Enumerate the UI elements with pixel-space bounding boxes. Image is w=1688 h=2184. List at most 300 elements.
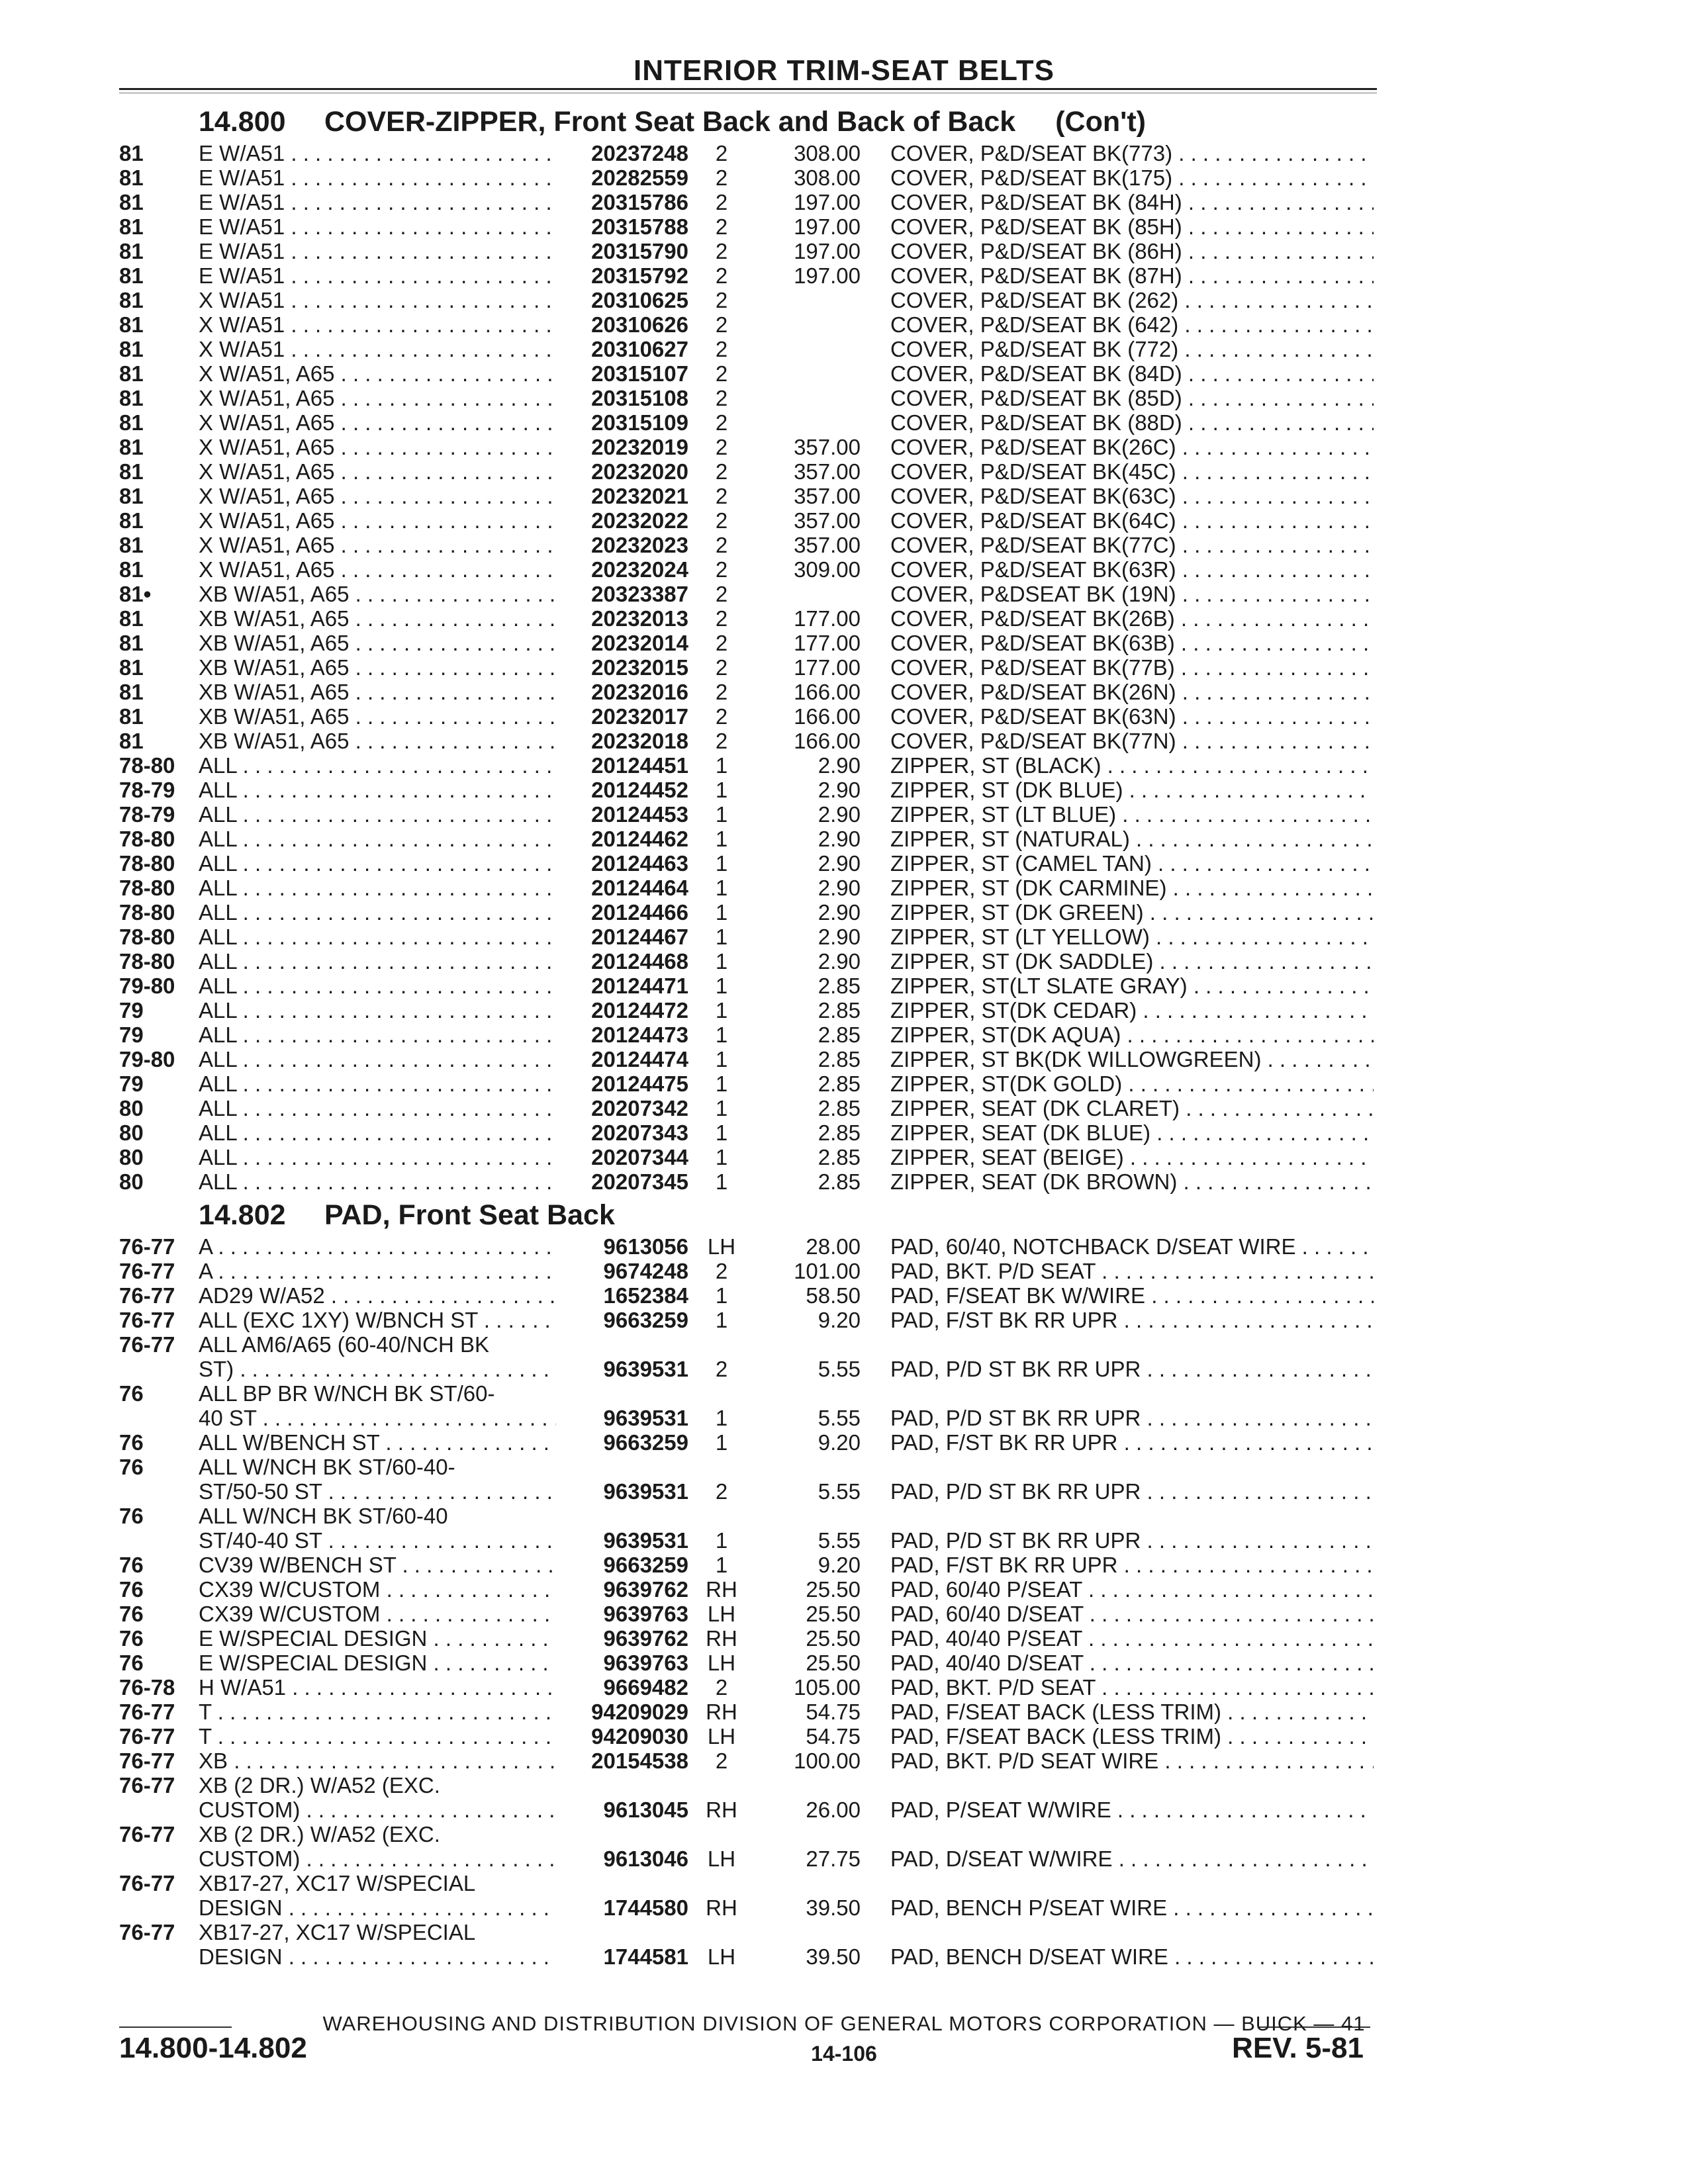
part-number-cell: 20315109 bbox=[591, 410, 688, 435]
table-row bbox=[0, 1332, 1688, 1357]
application-cell: ALL W/BENCH ST . . . bbox=[199, 1430, 556, 1455]
part-number-cell: 20315108 bbox=[591, 386, 688, 410]
price-cell: 9.20 bbox=[818, 1308, 861, 1332]
part-number-cell: 9639531 bbox=[603, 1406, 688, 1430]
quantity-cell: 2 bbox=[715, 288, 728, 312]
table-row bbox=[0, 410, 1688, 435]
application-cell: ALL . . . bbox=[199, 851, 556, 876]
quantity-cell: 1 bbox=[715, 1120, 728, 1145]
application-cell: ALL . . . bbox=[199, 925, 556, 949]
quantity-cell: 1 bbox=[715, 778, 728, 802]
quantity-cell: 2 bbox=[715, 312, 728, 337]
application-cell: ALL BP BR W/NCH BK ST/60- bbox=[199, 1381, 495, 1406]
quantity-cell: 1 bbox=[715, 1071, 728, 1096]
quantity-cell: 2 bbox=[715, 239, 728, 263]
quantity-cell: LH bbox=[707, 1602, 736, 1626]
part-number-cell: 20232013 bbox=[591, 606, 688, 631]
application-cell: CV39 W/BENCH ST . . . bbox=[199, 1553, 556, 1577]
part-name-cell: COVER, P&D/SEAT BK (84H) . . . bbox=[890, 190, 1374, 214]
table-row bbox=[0, 1430, 1688, 1455]
application-cell: ALL . . . bbox=[199, 1096, 556, 1120]
part-name-cell: PAD, P/D ST BK RR UPR . . . bbox=[890, 1406, 1374, 1430]
part-name-cell: COVER, P&D/SEAT BK(77C) . . . bbox=[890, 533, 1374, 557]
table-row bbox=[0, 361, 1688, 386]
model-year-cell: 80 bbox=[119, 1096, 144, 1120]
model-year-cell: 81 bbox=[119, 704, 144, 729]
model-year-cell: 78-80 bbox=[119, 876, 175, 900]
part-number-cell: 9639762 bbox=[603, 1577, 688, 1602]
quantity-cell: 1 bbox=[715, 827, 728, 851]
application-cell: ALL W/NCH BK ST/60-40- bbox=[199, 1455, 455, 1479]
application-cell: ALL (EXC 1XY) W/BNCH ST . . . bbox=[199, 1308, 556, 1332]
part-name-cell: PAD, 40/40 P/SEAT . . . bbox=[890, 1626, 1374, 1651]
table-row bbox=[0, 1096, 1688, 1120]
quantity-cell: 2 bbox=[715, 1479, 728, 1504]
application-cell: ALL . . . bbox=[199, 1023, 556, 1047]
price-cell: 197.00 bbox=[794, 239, 861, 263]
table-row bbox=[0, 1577, 1688, 1602]
quantity-cell: 2 bbox=[715, 631, 728, 655]
table-row bbox=[0, 1626, 1688, 1651]
model-year-cell: 76-77 bbox=[119, 1749, 175, 1773]
footer-page-number: 14-106 bbox=[811, 2042, 877, 2066]
application-cell: ALL . . . bbox=[199, 900, 556, 925]
application-cell: E W/A51 . . . bbox=[199, 141, 556, 165]
price-cell: 101.00 bbox=[794, 1259, 861, 1283]
part-number-cell: 20154538 bbox=[591, 1749, 688, 1773]
table-row bbox=[0, 900, 1688, 925]
application-cell: E W/A51 . . . bbox=[199, 263, 556, 288]
model-year-cell: 81 bbox=[119, 729, 144, 753]
quantity-cell: 2 bbox=[715, 655, 728, 680]
model-year-cell: 79-80 bbox=[119, 974, 175, 998]
application-cell: CUSTOM) . . . bbox=[199, 1846, 556, 1871]
price-cell: 39.50 bbox=[806, 1944, 861, 1969]
application-cell: XB17-27, XC17 W/SPECIAL bbox=[199, 1920, 476, 1944]
table-row bbox=[0, 263, 1688, 288]
part-number-cell: 20124475 bbox=[591, 1071, 688, 1096]
application-cell: ALL . . . bbox=[199, 1169, 556, 1194]
model-year-cell: 76 bbox=[119, 1651, 144, 1675]
part-name-cell: PAD, P/SEAT W/WIRE . . . bbox=[890, 1797, 1374, 1822]
table-row bbox=[0, 1479, 1688, 1504]
part-name-cell: COVER, P&D/SEAT BK(63B) . . . bbox=[890, 631, 1374, 655]
table-row bbox=[0, 974, 1688, 998]
part-name-cell: ZIPPER, ST(DK CEDAR) . . . bbox=[890, 998, 1374, 1023]
part-number-cell: 9639762 bbox=[603, 1626, 688, 1651]
model-year-cell: 76 bbox=[119, 1504, 144, 1528]
model-year-cell: 81 bbox=[119, 484, 144, 508]
model-year-cell: 81 bbox=[119, 165, 144, 190]
table-row bbox=[0, 312, 1688, 337]
model-year-cell: 76-78 bbox=[119, 1675, 175, 1700]
table-row bbox=[0, 778, 1688, 802]
quantity-cell: LH bbox=[707, 1651, 736, 1675]
part-number-cell: 9663259 bbox=[603, 1308, 688, 1332]
part-name-cell: ZIPPER, SEAT (DK CLARET) . . . bbox=[890, 1096, 1374, 1120]
part-name-cell: PAD, P/D ST BK RR UPR . . . bbox=[890, 1357, 1374, 1381]
part-number-cell: 20237248 bbox=[591, 141, 688, 165]
part-name-cell: COVER, P&D/SEAT BK (85H) . . . bbox=[890, 214, 1374, 239]
part-number-cell: 9613056 bbox=[603, 1234, 688, 1259]
part-name-cell: PAD, F/ST BK RR UPR . . . bbox=[890, 1430, 1374, 1455]
quantity-cell: 2 bbox=[715, 263, 728, 288]
price-cell: 309.00 bbox=[794, 557, 861, 582]
model-year-cell: 76 bbox=[119, 1381, 144, 1406]
price-cell: 2.90 bbox=[818, 851, 861, 876]
table-row bbox=[0, 1846, 1688, 1871]
quantity-cell: RH bbox=[706, 1577, 737, 1602]
part-name-cell: PAD, 60/40 D/SEAT . . . bbox=[890, 1602, 1374, 1626]
part-number-cell: 9663259 bbox=[603, 1553, 688, 1577]
part-name-cell: PAD, 60/40 P/SEAT . . . bbox=[890, 1577, 1374, 1602]
footer-section-range: 14.800-14.802 bbox=[119, 2032, 307, 2064]
quantity-cell: LH bbox=[707, 1944, 736, 1969]
part-number-cell: 20232022 bbox=[591, 508, 688, 533]
table-row bbox=[0, 459, 1688, 484]
quantity-cell: 2 bbox=[715, 680, 728, 704]
price-cell: 2.85 bbox=[818, 1169, 861, 1194]
part-number-cell: 20124468 bbox=[591, 949, 688, 974]
application-cell: ALL . . . bbox=[199, 827, 556, 851]
quantity-cell: 2 bbox=[715, 165, 728, 190]
price-cell: 2.90 bbox=[818, 876, 861, 900]
part-number-cell: 9613046 bbox=[603, 1846, 688, 1871]
section-heading bbox=[199, 1199, 615, 1232]
part-name-cell: COVER, P&D/SEAT BK (772) . . . bbox=[890, 337, 1374, 361]
part-name-cell: PAD, F/SEAT BACK (LESS TRIM) . . . bbox=[890, 1700, 1374, 1724]
model-year-cell: 76-77 bbox=[119, 1700, 175, 1724]
part-name-cell: ZIPPER, ST (DK GREEN) . . . bbox=[890, 900, 1374, 925]
application-cell: XB . . . bbox=[199, 1749, 556, 1773]
part-number-cell: 20232016 bbox=[591, 680, 688, 704]
model-year-cell: 76 bbox=[119, 1577, 144, 1602]
part-name-cell: COVER, P&D/SEAT BK(175) . . . bbox=[890, 165, 1374, 190]
part-number-cell: 20124462 bbox=[591, 827, 688, 851]
quantity-cell: 1 bbox=[715, 974, 728, 998]
part-number-cell: 20232021 bbox=[591, 484, 688, 508]
application-cell: E W/A51 . . . bbox=[199, 214, 556, 239]
quantity-cell: RH bbox=[706, 1626, 737, 1651]
price-cell: 357.00 bbox=[794, 533, 861, 557]
application-cell: AD29 W/A52 . . . bbox=[199, 1283, 556, 1308]
table-row bbox=[0, 1553, 1688, 1577]
part-name-cell: PAD, F/ST BK RR UPR . . . bbox=[890, 1553, 1374, 1577]
part-number-cell: 20124471 bbox=[591, 974, 688, 998]
part-name-cell: ZIPPER, ST (DK SADDLE) . . . bbox=[890, 949, 1374, 974]
price-cell: 100.00 bbox=[794, 1749, 861, 1773]
model-year-cell: 78-79 bbox=[119, 778, 175, 802]
quantity-cell: 2 bbox=[715, 484, 728, 508]
quantity-cell: 1 bbox=[715, 1047, 728, 1071]
application-cell: ALL . . . bbox=[199, 778, 556, 802]
quantity-cell: RH bbox=[706, 1700, 737, 1724]
part-number-cell: 20207343 bbox=[591, 1120, 688, 1145]
price-cell: 2.85 bbox=[818, 974, 861, 998]
table-row bbox=[0, 1406, 1688, 1430]
table-row bbox=[0, 876, 1688, 900]
price-cell: 177.00 bbox=[794, 606, 861, 631]
part-name-cell: COVER, P&D/SEAT BK(64C) . . . bbox=[890, 508, 1374, 533]
price-cell: 357.00 bbox=[794, 435, 861, 459]
model-year-cell: 81 bbox=[119, 459, 144, 484]
part-number-cell: 20232017 bbox=[591, 704, 688, 729]
application-cell: X W/A51, A65 . . . bbox=[199, 435, 556, 459]
part-number-cell: 9613045 bbox=[603, 1797, 688, 1822]
application-cell: X W/A51, A65 . . . bbox=[199, 533, 556, 557]
model-year-cell: 80 bbox=[119, 1120, 144, 1145]
application-cell: XB W/A51, A65 . . . bbox=[199, 680, 556, 704]
part-number-cell: 94209029 bbox=[591, 1700, 688, 1724]
part-name-cell: ZIPPER, ST BK(DK WILLOWGREEN) . . . bbox=[890, 1047, 1374, 1071]
part-name-cell: PAD, BENCH P/SEAT WIRE . . . bbox=[890, 1895, 1374, 1920]
part-name-cell: COVER, P&D/SEAT BK(26C) . . . bbox=[890, 435, 1374, 459]
table-row bbox=[0, 1145, 1688, 1169]
model-year-cell: 78-80 bbox=[119, 827, 175, 851]
table-row bbox=[0, 508, 1688, 533]
price-cell: 27.75 bbox=[806, 1846, 861, 1871]
part-number-cell: 9639763 bbox=[603, 1651, 688, 1675]
price-cell: 2.90 bbox=[818, 925, 861, 949]
application-cell: ALL AM6/A65 (60-40/NCH BK bbox=[199, 1332, 489, 1357]
application-cell: ALL . . . bbox=[199, 974, 556, 998]
part-name-cell: PAD, P/D ST BK RR UPR . . . bbox=[890, 1528, 1374, 1553]
quantity-cell: 2 bbox=[715, 337, 728, 361]
quantity-cell: RH bbox=[706, 1797, 737, 1822]
section-continued-label: (Con't) bbox=[1055, 106, 1147, 138]
part-name-cell: COVER, P&D/SEAT BK (88D) . . . bbox=[890, 410, 1374, 435]
application-cell: E W/A51 . . . bbox=[199, 190, 556, 214]
part-number-cell: 20124452 bbox=[591, 778, 688, 802]
application-cell: DESIGN . . . bbox=[199, 1944, 556, 1969]
application-cell: CUSTOM) . . . bbox=[199, 1797, 556, 1822]
quantity-cell: 1 bbox=[715, 998, 728, 1023]
part-number-cell: 1652384 bbox=[603, 1283, 688, 1308]
table-row bbox=[0, 1283, 1688, 1308]
table-row bbox=[0, 1749, 1688, 1773]
model-year-cell: 79 bbox=[119, 1071, 144, 1096]
part-name-cell: ZIPPER, ST (DK BLUE) . . . bbox=[890, 778, 1374, 802]
application-cell: E W/A51 . . . bbox=[199, 165, 556, 190]
table-row bbox=[0, 949, 1688, 974]
model-year-cell: 78-80 bbox=[119, 900, 175, 925]
part-number-cell: 20232020 bbox=[591, 459, 688, 484]
quantity-cell: 1 bbox=[715, 1553, 728, 1577]
section-number: 14.800 bbox=[199, 106, 286, 138]
table-row bbox=[0, 606, 1688, 631]
model-year-cell: 78-80 bbox=[119, 753, 175, 778]
table-row bbox=[0, 165, 1688, 190]
model-year-cell: 81• bbox=[119, 582, 152, 606]
model-year-cell: 78-80 bbox=[119, 851, 175, 876]
table-row bbox=[0, 533, 1688, 557]
quantity-cell: 2 bbox=[715, 190, 728, 214]
price-cell: 54.75 bbox=[806, 1724, 861, 1749]
quantity-cell: 2 bbox=[715, 214, 728, 239]
table-row bbox=[0, 1797, 1688, 1822]
table-row bbox=[0, 827, 1688, 851]
part-name-cell: COVER, P&D/SEAT BK(63R) . . . bbox=[890, 557, 1374, 582]
quantity-cell: 2 bbox=[715, 410, 728, 435]
quantity-cell: 2 bbox=[715, 704, 728, 729]
model-year-cell: 78-79 bbox=[119, 802, 175, 827]
part-number-cell: 20310625 bbox=[591, 288, 688, 312]
table-row bbox=[0, 557, 1688, 582]
quantity-cell: 1 bbox=[715, 900, 728, 925]
table-row bbox=[0, 288, 1688, 312]
table-row bbox=[0, 239, 1688, 263]
table-row bbox=[0, 1357, 1688, 1381]
table-row bbox=[0, 1871, 1688, 1895]
part-name-cell: COVER, P&D/SEAT BK (85D) . . . bbox=[890, 386, 1374, 410]
application-cell: X W/A51, A65 . . . bbox=[199, 484, 556, 508]
application-cell: XB (2 DR.) W/A52 (EXC. bbox=[199, 1822, 440, 1846]
part-number-cell: 9674248 bbox=[603, 1259, 688, 1283]
model-year-cell: 81 bbox=[119, 337, 144, 361]
part-name-cell: PAD, D/SEAT W/WIRE . . . bbox=[890, 1846, 1374, 1871]
model-year-cell: 81 bbox=[119, 508, 144, 533]
model-year-cell: 76 bbox=[119, 1626, 144, 1651]
price-cell: 357.00 bbox=[794, 508, 861, 533]
quantity-cell: 2 bbox=[715, 1675, 728, 1700]
application-cell: ALL . . . bbox=[199, 998, 556, 1023]
table-row bbox=[0, 1724, 1688, 1749]
quantity-cell: 1 bbox=[715, 1308, 728, 1332]
price-cell: 2.90 bbox=[818, 753, 861, 778]
model-year-cell: 81 bbox=[119, 361, 144, 386]
part-number-cell: 20315790 bbox=[591, 239, 688, 263]
application-cell: XB W/A51, A65 . . . bbox=[199, 631, 556, 655]
application-cell: T . . . bbox=[199, 1724, 556, 1749]
model-year-cell: 81 bbox=[119, 214, 144, 239]
model-year-cell: 76-77 bbox=[119, 1724, 175, 1749]
table-row bbox=[0, 1259, 1688, 1283]
quantity-cell: 1 bbox=[715, 876, 728, 900]
application-cell: X W/A51, A65 . . . bbox=[199, 410, 556, 435]
part-number-cell: 9639531 bbox=[603, 1357, 688, 1381]
part-number-cell: 20124466 bbox=[591, 900, 688, 925]
part-number-cell: 20232018 bbox=[591, 729, 688, 753]
price-cell: 2.85 bbox=[818, 1120, 861, 1145]
price-cell: 105.00 bbox=[794, 1675, 861, 1700]
quantity-cell: 2 bbox=[715, 386, 728, 410]
table-row bbox=[0, 925, 1688, 949]
part-number-cell: 20124453 bbox=[591, 802, 688, 827]
model-year-cell: 81 bbox=[119, 386, 144, 410]
table-row bbox=[0, 753, 1688, 778]
application-cell: X W/A51, A65 . . . bbox=[199, 557, 556, 582]
price-cell: 197.00 bbox=[794, 190, 861, 214]
application-cell: X W/A51, A65 . . . bbox=[199, 508, 556, 533]
part-number-cell: 20310626 bbox=[591, 312, 688, 337]
table-row bbox=[0, 1920, 1688, 1944]
model-year-cell: 81 bbox=[119, 435, 144, 459]
price-cell: 5.55 bbox=[818, 1528, 861, 1553]
part-name-cell: ZIPPER, ST(LT SLATE GRAY) . . . bbox=[890, 974, 1374, 998]
part-number-cell: 20315788 bbox=[591, 214, 688, 239]
application-cell: ST) . . . bbox=[199, 1357, 556, 1381]
quantity-cell: 2 bbox=[715, 1749, 728, 1773]
price-cell: 25.50 bbox=[806, 1626, 861, 1651]
part-number-cell: 20207345 bbox=[591, 1169, 688, 1194]
application-cell: E W/A51 . . . bbox=[199, 239, 556, 263]
quantity-cell: LH bbox=[707, 1846, 736, 1871]
quantity-cell: 2 bbox=[715, 1357, 728, 1381]
part-name-cell: ZIPPER, ST (BLACK) . . . bbox=[890, 753, 1374, 778]
table-row bbox=[0, 729, 1688, 753]
section-title: COVER-ZIPPER, Front Seat Back and Back of Back bbox=[324, 106, 1016, 138]
application-cell: XB W/A51, A65 . . . bbox=[199, 729, 556, 753]
part-number-cell: 20124474 bbox=[591, 1047, 688, 1071]
price-cell: 2.90 bbox=[818, 900, 861, 925]
quantity-cell: 1 bbox=[715, 925, 728, 949]
price-cell: 197.00 bbox=[794, 214, 861, 239]
part-name-cell: COVER, P&D/SEAT BK (84D) . . . bbox=[890, 361, 1374, 386]
quantity-cell: 2 bbox=[715, 361, 728, 386]
header-rule bbox=[119, 88, 1377, 90]
quantity-cell: 2 bbox=[715, 459, 728, 484]
price-cell: 308.00 bbox=[794, 141, 861, 165]
part-number-cell: 20124451 bbox=[591, 753, 688, 778]
model-year-cell: 78-80 bbox=[119, 949, 175, 974]
application-cell: XB W/A51, A65 . . . bbox=[199, 582, 556, 606]
price-cell: 166.00 bbox=[794, 704, 861, 729]
quantity-cell: 1 bbox=[715, 1169, 728, 1194]
model-year-cell: 76 bbox=[119, 1553, 144, 1577]
model-year-cell: 80 bbox=[119, 1145, 144, 1169]
part-number-cell: 20315786 bbox=[591, 190, 688, 214]
part-number-cell: 94209030 bbox=[591, 1724, 688, 1749]
model-year-cell: 81 bbox=[119, 141, 144, 165]
model-year-cell: 78-80 bbox=[119, 925, 175, 949]
quantity-cell: 2 bbox=[715, 435, 728, 459]
quantity-cell: 1 bbox=[715, 949, 728, 974]
table-row bbox=[0, 1822, 1688, 1846]
application-cell: XB W/A51, A65 . . . bbox=[199, 606, 556, 631]
part-name-cell: PAD, BKT. P/D SEAT WIRE . . . bbox=[890, 1749, 1374, 1773]
model-year-cell: 76-77 bbox=[119, 1773, 175, 1797]
price-cell: 9.20 bbox=[818, 1553, 861, 1577]
table-row bbox=[0, 214, 1688, 239]
part-name-cell: COVER, P&D/SEAT BK(63N) . . . bbox=[890, 704, 1374, 729]
application-cell: E W/SPECIAL DESIGN . . . bbox=[199, 1651, 556, 1675]
table-row bbox=[0, 1602, 1688, 1626]
table-row bbox=[0, 1169, 1688, 1194]
table-row bbox=[0, 1504, 1688, 1528]
part-number-cell: 20124463 bbox=[591, 851, 688, 876]
application-cell: X W/A51, A65 . . . bbox=[199, 459, 556, 484]
quantity-cell: 1 bbox=[715, 851, 728, 876]
quantity-cell: 2 bbox=[715, 582, 728, 606]
application-cell: X W/A51 . . . bbox=[199, 337, 556, 361]
footer-publisher: WAREHOUSING AND DISTRIBUTION DIVISION OF GENERAL MOTORS CORPORATION — BUICK — 41 bbox=[322, 2012, 1366, 2035]
price-cell: 308.00 bbox=[794, 165, 861, 190]
part-name-cell: ZIPPER, ST(DK AQUA) . . . bbox=[890, 1023, 1374, 1047]
price-cell: 58.50 bbox=[806, 1283, 861, 1308]
table-row bbox=[0, 435, 1688, 459]
table-row bbox=[0, 655, 1688, 680]
quantity-cell: 1 bbox=[715, 1145, 728, 1169]
part-number-cell: 20282559 bbox=[591, 165, 688, 190]
application-cell: DESIGN . . . bbox=[199, 1895, 556, 1920]
model-year-cell: 76-77 bbox=[119, 1871, 175, 1895]
model-year-cell: 76-77 bbox=[119, 1332, 175, 1357]
quantity-cell: 2 bbox=[715, 533, 728, 557]
part-name-cell: COVER, P&D/SEAT BK(63C) . . . bbox=[890, 484, 1374, 508]
application-cell: ALL . . . bbox=[199, 876, 556, 900]
model-year-cell: 81 bbox=[119, 190, 144, 214]
model-year-cell: 76 bbox=[119, 1430, 144, 1455]
